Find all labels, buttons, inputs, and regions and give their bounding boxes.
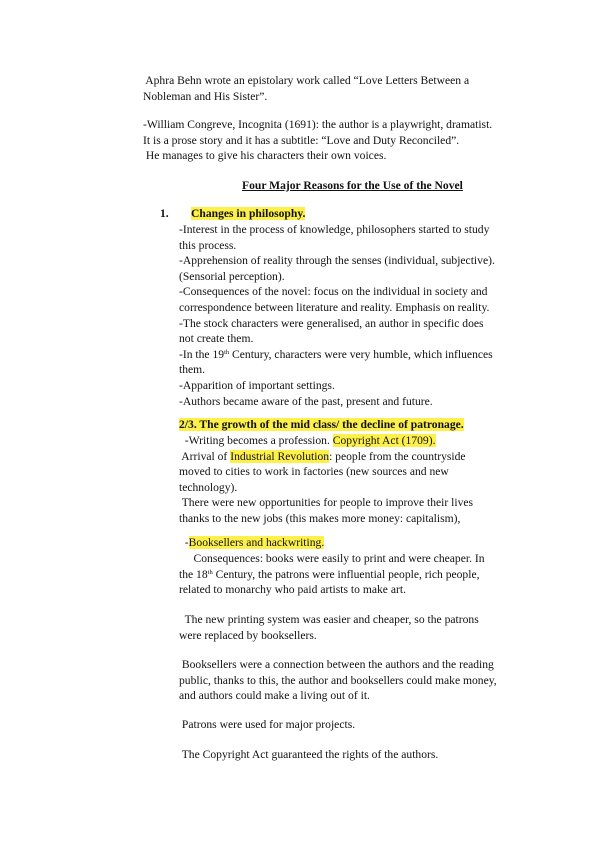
item1-line: not create them. <box>179 332 254 346</box>
arrival-line: moved to cities to work in factories (new sources and new <box>179 465 449 479</box>
booksellers-dot: . <box>321 536 325 549</box>
intro-line: Aphra Behn wrote an epistolary work called “Love Letters Between a <box>143 74 470 87</box>
printing-line: were replaced by booksellers. <box>179 628 317 642</box>
booksellers-heading <box>179 535 324 551</box>
intro-line: Nobleman and His Sister”. <box>143 89 268 103</box>
item1-line: them. <box>179 363 206 377</box>
consequences-line: related to monarchy who paid artists to make art. <box>179 583 406 597</box>
item1-number: 1. <box>160 207 169 220</box>
item1-body <box>179 222 495 409</box>
congreve-line: He manages to give his characters their own voices. <box>143 149 387 163</box>
opportunities-line: There were new opportunities for people to improve their lives <box>179 496 474 510</box>
section-title: Four Major Reasons for the Use of the Novel <box>242 179 463 192</box>
consequences-text: Century, the patrons were influential people, rich people, <box>212 567 480 581</box>
item1-heading <box>160 206 305 222</box>
century-text: Century, characters were very humble, which influences <box>229 347 493 361</box>
congreve-line: -William Congreve, Incognita (1691): the author is a playwright, dramatist. <box>143 118 493 131</box>
consequences-line: Consequences: books were easily to print and were cheaper. In <box>179 552 485 565</box>
booksellers-title: Booksellers and hackwriting <box>188 536 322 549</box>
intro-paragraph <box>143 73 469 104</box>
consequences-line <box>179 567 485 583</box>
item1-line: -Interest in the process of knowledge, philosophers started to study <box>179 223 490 236</box>
arrival-line: technology). <box>179 480 238 494</box>
writing-line <box>179 433 473 449</box>
booksellers-dash: - <box>179 536 189 549</box>
consequences-sup: th <box>207 568 213 576</box>
item1-title: Changes in philosophy. <box>191 207 306 220</box>
item1-line: -Apparition of important settings. <box>179 378 335 392</box>
century-sup: th <box>224 348 230 356</box>
congreve-line: It is a prose story and it has a subtitle: “Love and Duty Reconciled”. <box>143 133 460 147</box>
printing-paragraph <box>179 612 479 643</box>
industrial-highlight: Industrial Revolution <box>230 449 330 463</box>
item1-line: -Authors became aware of the past, present and future. <box>179 394 433 408</box>
arrival-text: : people from the countryside <box>329 449 466 463</box>
writing-text: -Writing becomes a profession. <box>179 434 333 447</box>
item1-line: correspondence between literature and reality. Emphasis on reality. <box>179 300 490 314</box>
opportunities-line: thanks to the new jobs (this makes more money: capitalism), <box>179 511 461 525</box>
item1-line: this process. <box>179 238 237 252</box>
copyright-highlight: Copyright Act (1709). <box>332 434 436 447</box>
congreve-paragraph <box>143 117 492 164</box>
item1-line: -Consequences of the novel: focus on the individual in society and <box>179 285 488 299</box>
item1-line: -Apprehension of reality through the senses (individual, subjective). <box>179 254 495 268</box>
item2-body <box>179 433 473 527</box>
item2-title: 2/3. The growth of the mid class/ the decline of patronage. <box>179 418 464 431</box>
item1-line: (Sensorial perception). <box>179 269 285 283</box>
consequences-text: the 18 <box>179 567 208 581</box>
arrival-text: Arrival of <box>179 449 231 463</box>
connection-line: and authors could make a living out of it. <box>179 689 370 703</box>
printing-line: The new printing system was easier and cheaper, so the patrons <box>179 613 479 626</box>
guaranteed-line: The Copyright Act guaranteed the rights of the authors. <box>179 748 439 761</box>
century-text: -In the 19 <box>179 347 225 361</box>
consequences-paragraph <box>179 551 485 598</box>
item2-heading <box>179 417 464 433</box>
connection-line: Booksellers were a connection between the authors and the reading <box>179 658 494 671</box>
patrons-line: Patrons were used for major projects. <box>179 718 356 731</box>
item1-line: -The stock characters were generalised, an author in specific does <box>179 316 484 330</box>
booksellers-highlight <box>189 536 325 549</box>
connection-line: public, thanks to this, the author and booksellers could make money, <box>179 673 497 687</box>
arrival-line <box>179 449 473 465</box>
item1-century-line <box>179 347 495 363</box>
connection-paragraph <box>179 657 497 704</box>
